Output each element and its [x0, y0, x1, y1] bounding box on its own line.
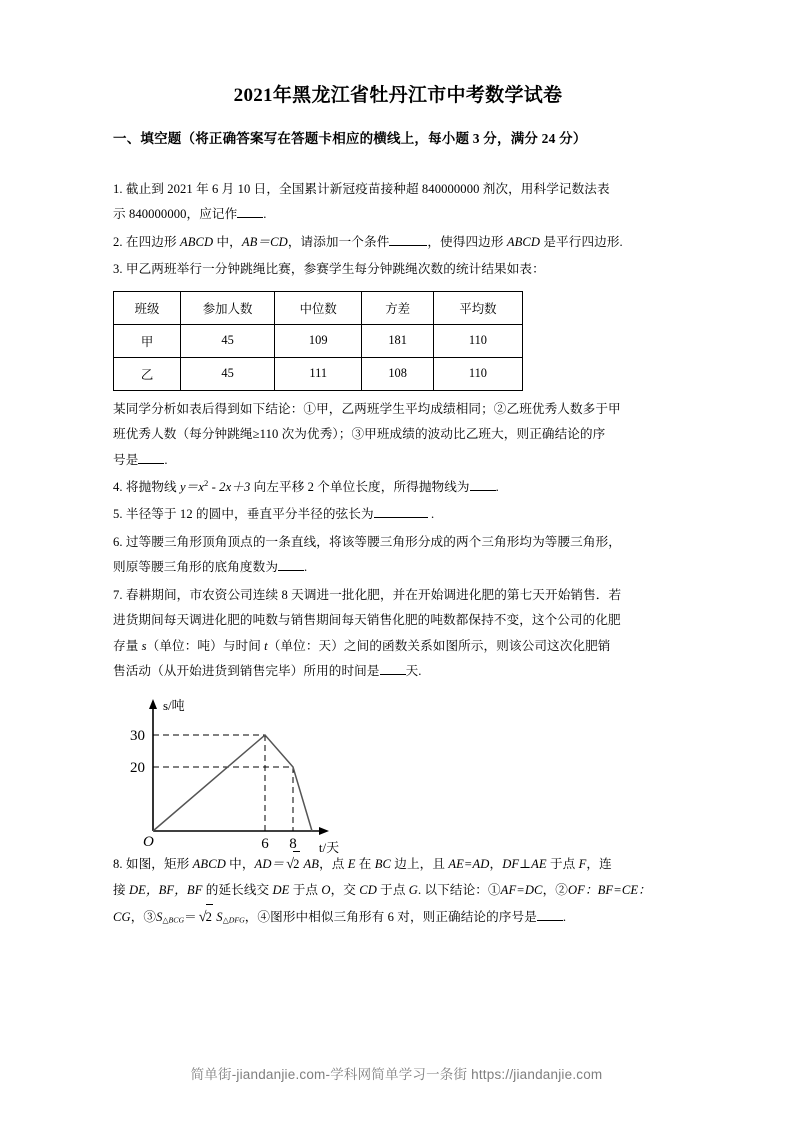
- question-8-sqrt-2-second: [197, 903, 213, 932]
- question-8-var-abcd: ABCD: [192, 856, 226, 871]
- question-2-text-mid2: ，请添加一个条件: [287, 234, 390, 249]
- question-8-area-dfg-subscript: △DFG: [222, 916, 245, 926]
- question-4-text-pre: 将抛物线: [125, 480, 180, 494]
- question-6-line1: 过等腰三角形顶角顶点的一条直线，将该等腰三角形分成的两个三角形均为等腰三角形，: [125, 534, 621, 549]
- question-1: [113, 177, 683, 228]
- chart-y-tick-label-30: 30: [130, 727, 145, 744]
- table-cell-jia-variance: 181: [362, 324, 433, 357]
- question-6: [113, 530, 683, 581]
- question-7-line3-c: （单位：天）之间的函数关系如图所示，则该公司这次化肥销: [267, 638, 611, 653]
- question-2-text-pre: 在四边形: [125, 234, 180, 249]
- question-8-l1-b: 中，: [225, 856, 255, 871]
- question-8-var-e: E: [347, 856, 356, 871]
- question-1-number: 1.: [113, 181, 123, 196]
- question-7-var-s: s: [141, 638, 147, 653]
- question-8-l1-a: 如图，矩形: [125, 856, 193, 871]
- question-8-number: 8.: [113, 856, 123, 871]
- question-8-var-ae-ad: AE=AD: [448, 856, 490, 871]
- table-row: [114, 324, 523, 357]
- question-4-number: 4.: [113, 480, 123, 494]
- question-2-var-ab-cd: AB＝CD: [241, 234, 288, 249]
- fertilizer-stock-line-chart: [123, 691, 373, 855]
- question-8-l1-d: 在: [355, 856, 375, 871]
- question-8-l1-g: 于点: [546, 856, 579, 871]
- chart-y-axis-arrow-icon: [149, 699, 157, 709]
- table-header-row: [114, 291, 523, 324]
- chart-x-tick-label-6: 6: [261, 835, 269, 852]
- question-8-conclusion-1: AF=DC: [500, 883, 543, 897]
- question-4: [113, 475, 683, 500]
- question-5-text-pre: 半径等于 12 的圆中，垂直平分半径的弦长为: [125, 507, 374, 522]
- question-8-l1-e: 边上，且: [391, 856, 449, 871]
- question-4-text-post: .: [495, 480, 499, 494]
- question-8-area-bcg: S: [156, 910, 163, 925]
- question-6-number: 6.: [113, 534, 123, 549]
- question-7-line2: 进货期间每天调进化肥的吨数与销售期间每天销售化肥的吨数都保持不变，这个公司的化肥: [113, 613, 621, 628]
- question-8-radicand-2: 2: [206, 904, 213, 930]
- question-8-l2-f: . 以下结论：①: [418, 883, 501, 897]
- question-3-number: 3.: [113, 262, 123, 277]
- question-2: [113, 230, 683, 255]
- question-2-var-abcd-2: ABCD: [506, 234, 541, 249]
- question-3-analysis: [113, 397, 683, 473]
- question-1-line1: 截止到 2021 年 6 月 10 日，全国累计新冠疫苗接种超 840000000 剂次，用科学记数法表: [125, 181, 610, 196]
- question-7-line1: 春耕期间，市农资公司连续 8 天调进一批化肥，并在开始调进化肥的第七天开始销售．若: [125, 587, 622, 602]
- question-7-var-t: t: [264, 638, 268, 653]
- answer-blank-q6[interactable]: [278, 570, 304, 571]
- chart-origin-label: O: [143, 833, 154, 850]
- table-header-cell-variance: 方差: [362, 291, 433, 324]
- question-8-l3-c: .: [562, 910, 567, 925]
- question-8-var-ab: AB: [300, 856, 320, 871]
- question-8-l2-e: 于点: [376, 883, 409, 897]
- section-heading-fill-in-blank: 一、填空题（将正确答案写在答题卡相应的横线上，每小题 3 分，满分 24 分）: [113, 130, 587, 146]
- radical-icon: √: [286, 855, 295, 872]
- question-5-text-post: .: [430, 507, 435, 522]
- chart-x-axis-label: t/天: [318, 839, 340, 855]
- question-1-line2-post: .: [263, 207, 267, 222]
- question-8-l3-a: ，③: [130, 910, 157, 925]
- question-8-l2-a: 接: [113, 883, 129, 897]
- question-7-line4-post: 天.: [405, 664, 422, 679]
- question-2-text-mid1: 中，: [213, 234, 242, 249]
- question-8-sqrt-2-first: [284, 850, 300, 879]
- answer-blank-q8[interactable]: [537, 920, 563, 921]
- answer-blank-q4[interactable]: [470, 490, 496, 491]
- question-8-l2-b: 的延长线交: [202, 883, 273, 897]
- document-content: [113, 84, 683, 934]
- question-6-line2-post: .: [304, 560, 308, 575]
- question-8-conclusion-2: OF：BF=CE：: [567, 883, 651, 897]
- answer-blank-q1[interactable]: [237, 217, 263, 218]
- question-7-figure: [123, 691, 683, 855]
- question-8-var-de-bf-bf: DE，BF，BF: [128, 883, 203, 897]
- table-cell-jia-participants: 45: [181, 324, 275, 357]
- table-row: [114, 357, 523, 390]
- question-8-var-bc: BC: [374, 856, 392, 871]
- table-header-cell-mean: 平均数: [433, 291, 522, 324]
- question-2-text-mid3: ，使得四边形: [427, 234, 507, 249]
- chart-series-line: [153, 735, 312, 831]
- footer-watermark: 简单街-jiandanjie.com-学科网简单学习一条街 https://jiandanjie.com: [190, 1067, 603, 1082]
- jump-rope-statistics-table: [113, 291, 523, 391]
- question-3-analysis-line3-post: .: [164, 452, 168, 467]
- question-8-area-bcg-subscript: △BCG: [162, 916, 185, 926]
- question-8-var-cd: CD: [359, 883, 377, 897]
- question-8-l1-h: ，连: [586, 856, 612, 871]
- question-4-equation-b: - 2x＋3: [208, 480, 251, 494]
- question-8-l3-eq: ＝: [184, 910, 197, 925]
- question-8-var-ad-eq: AD＝: [254, 856, 285, 871]
- question-5-number: 5.: [113, 507, 123, 522]
- question-7-line4-pre: 售活动（从开始进货到销售完毕）所用的时间是: [113, 664, 380, 679]
- question-8-l1-c: ，点: [319, 856, 348, 871]
- question-3: [113, 257, 683, 282]
- page-title: 2021年黑龙江省牡丹江市中考数学试卷: [233, 85, 563, 106]
- table-header-cell-class: 班级: [114, 291, 181, 324]
- question-3-stem: 甲乙两班举行一分钟跳绳比赛，参赛学生每分钟跳绳次数的统计结果如表：: [125, 262, 545, 277]
- table-cell-yi-participants: 45: [181, 357, 275, 390]
- question-2-var-abcd-1: ABCD: [179, 234, 214, 249]
- question-8-area-dfg: S: [213, 910, 223, 925]
- question-8-var-cg: CG: [113, 910, 131, 925]
- chart-x-tick-label-8: 8: [289, 835, 297, 852]
- answer-blank-q2[interactable]: [389, 245, 427, 246]
- answer-blank-q3[interactable]: [138, 463, 164, 464]
- question-2-number: 2.: [113, 234, 123, 249]
- question-5: [113, 502, 683, 527]
- chart-x-axis-arrow-icon: [319, 827, 329, 835]
- question-8-l2-c: 于点: [289, 883, 322, 897]
- table-cell-jia-mean: 110: [433, 324, 522, 357]
- question-8-l3-b: ，④图形中相似三角形有 6 对，则正确结论的序号是: [244, 910, 537, 925]
- question-7-number: 7.: [113, 587, 123, 602]
- table-cell-yi-median: 111: [275, 357, 362, 390]
- chart-y-axis-label: s/吨: [163, 697, 185, 713]
- question-7-line3-a: 存量: [113, 638, 142, 653]
- question-7: [113, 583, 683, 685]
- chart-y-tick-label-20: 20: [130, 759, 145, 776]
- question-8-radicand-1: 2: [293, 851, 300, 877]
- question-8-l2-g: ，②: [542, 883, 568, 897]
- answer-blank-q7[interactable]: [380, 674, 406, 675]
- question-4-text-mid: 向左平移 2 个单位长度，所得抛物线为: [250, 480, 470, 494]
- question-1-line2-pre: 示 840000000，应记作: [113, 207, 238, 222]
- question-8-var-f: F: [578, 856, 587, 871]
- question-7-line3-b: （单位：吨）与时间: [146, 638, 265, 653]
- question-3-analysis-line1: 某同学分析如表后得到如下结论：①甲，乙两班学生平均成绩相同；②乙班优秀人数多于甲: [113, 401, 621, 416]
- question-8-var-de: DE: [272, 883, 290, 897]
- table-cell-class-jia: 甲: [114, 324, 181, 357]
- table-cell-class-yi: 乙: [114, 357, 181, 390]
- question-8-l2-d: ，交: [330, 883, 360, 897]
- question-4-equation-a: y＝x: [179, 480, 205, 494]
- question-8-l1-f: ，: [489, 856, 503, 871]
- question-4-exponent: 2: [204, 477, 209, 488]
- question-2-text-post: 是平行四边形.: [540, 234, 623, 249]
- answer-blank-q5[interactable]: [374, 517, 428, 518]
- table-cell-jia-median: 109: [275, 324, 362, 357]
- table-header-cell-median: 中位数: [275, 291, 362, 324]
- question-8: [113, 850, 683, 932]
- radical-icon: √: [198, 909, 207, 926]
- question-3-analysis-line3-pre: 号是: [113, 452, 139, 467]
- table-cell-yi-variance: 108: [362, 357, 433, 390]
- question-8-var-df-perp-ae: DF⊥AE: [502, 856, 547, 871]
- question-8-var-o: O: [321, 883, 331, 897]
- question-6-line2-pre: 则原等腰三角形的底角度数为: [113, 560, 279, 575]
- question-3-analysis-line2: 班优秀人数（每分钟跳绳≥110 次为优秀）；③甲班成绩的波动比乙班大，则正确结论的序: [113, 427, 606, 442]
- table-cell-yi-mean: 110: [433, 357, 522, 390]
- question-8-var-g: G: [408, 883, 418, 897]
- table-header-cell-participants: 参加人数: [181, 291, 275, 324]
